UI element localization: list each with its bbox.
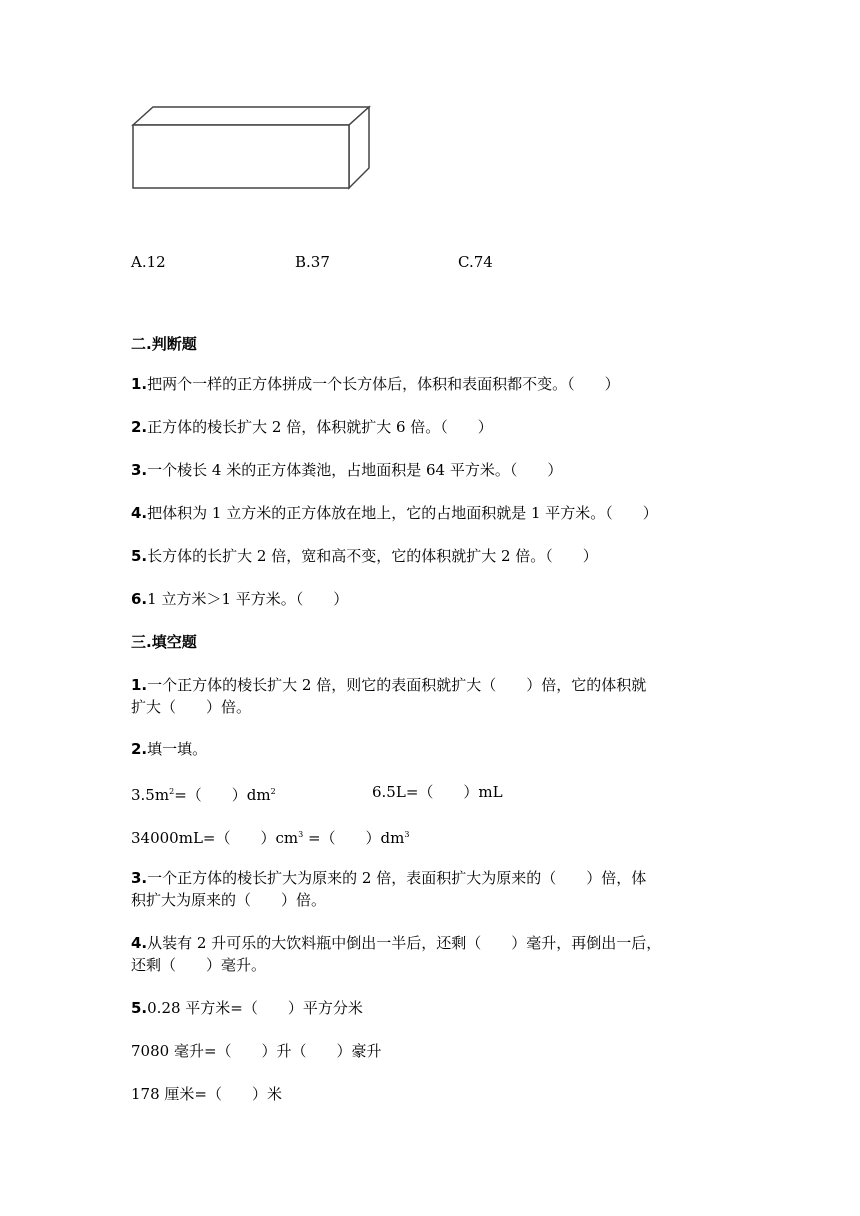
item-number: 3. xyxy=(131,461,148,479)
fill-item-2-row-a-right: 6.5L=（ ）mL xyxy=(372,783,503,801)
item-text: 一个正方体的棱长扩大为原来的 2 倍，表面积扩大为原来的（ ）倍，体 xyxy=(147,869,647,887)
item-text: 一个正方体的棱长扩大 2 倍，则它的表面积就扩大（ ）倍，它的体积就 xyxy=(147,676,647,694)
option-c: C.74 xyxy=(458,253,493,271)
option-b: B.37 xyxy=(295,253,330,271)
judgement-item-1 xyxy=(131,373,620,395)
item-text: 正方体的棱长扩大 2 倍，体积就扩大 6 倍。（ ） xyxy=(147,418,493,436)
judgement-item-4 xyxy=(131,502,658,524)
item-text: 1 立方米＞1 平方米。（ ） xyxy=(147,590,349,608)
item-number: 4. xyxy=(131,934,148,952)
judgement-item-5 xyxy=(131,545,598,567)
fill-item-3-line1 xyxy=(131,867,646,889)
value: =（ ）dm xyxy=(303,829,405,847)
item-number: 2. xyxy=(131,740,148,758)
item-text: 从装有 2 升可乐的大饮料瓶中倒出一半后，还剩（ ）毫升，再倒出一后， xyxy=(147,934,662,952)
value: =（ ）dm xyxy=(174,786,271,804)
item-number: 3. xyxy=(131,869,148,887)
cuboid-figure xyxy=(128,104,373,192)
fill-item-3-line2: 积扩大为原来的（ ）倍。 xyxy=(131,891,327,909)
fill-item-2-row-a-left xyxy=(131,781,276,806)
fill-item-4-line2: 还剩（ ）毫升。 xyxy=(131,956,267,974)
value: 34000mL=（ ）cm xyxy=(131,829,299,847)
exponent: 2 xyxy=(270,787,276,796)
fill-item-5-row-c: 178 厘米=（ ）米 xyxy=(131,1085,282,1103)
fill-item-2 xyxy=(131,738,207,760)
item-number: 4. xyxy=(131,504,148,522)
exponent: 3 xyxy=(404,830,410,839)
judgement-item-6 xyxy=(131,588,348,610)
item-number: 2. xyxy=(131,418,148,436)
option-a: A.12 xyxy=(131,253,166,271)
value: 3.5m xyxy=(131,786,170,804)
item-text: 0.28 平方米=（ ）平方分米 xyxy=(147,999,363,1017)
item-text: 长方体的长扩大 2 倍，宽和高不变，它的体积就扩大 2 倍。（ ） xyxy=(147,547,598,565)
section-title-judgement: 二.判断题 xyxy=(131,335,197,353)
fill-item-1-line2: 扩大（ ）倍。 xyxy=(131,698,252,716)
item-number: 1. xyxy=(131,676,148,694)
item-text: 填一填。 xyxy=(147,740,208,758)
item-number: 6. xyxy=(131,590,148,608)
fill-item-5 xyxy=(131,997,363,1019)
fill-item-5-row-b: 7080 毫升=（ ）升（ ）豪升 xyxy=(131,1042,382,1060)
item-number: 1. xyxy=(131,375,148,393)
judgement-item-2 xyxy=(131,416,493,438)
fill-item-4-line1 xyxy=(131,932,661,954)
fill-item-2-row-b xyxy=(131,824,409,849)
item-text: 一个棱长 4 米的正方体粪池，占地面积是 64 平方米。（ ） xyxy=(147,461,563,479)
item-text: 把两个一样的正方体拼成一个长方体后，体积和表面积都不变。（ ） xyxy=(147,375,620,393)
fill-item-1-line1 xyxy=(131,674,646,696)
item-number: 5. xyxy=(131,547,148,565)
judgement-item-3 xyxy=(131,459,562,481)
section-title-fill-blank: 三.填空题 xyxy=(131,633,197,651)
exponent: 2 xyxy=(169,787,175,796)
exponent: 3 xyxy=(298,830,304,839)
item-number: 5. xyxy=(131,999,148,1017)
item-text: 把体积为 1 立方米的正方体放在地上，它的占地面积就是 1 平方米。（ ） xyxy=(147,504,658,522)
